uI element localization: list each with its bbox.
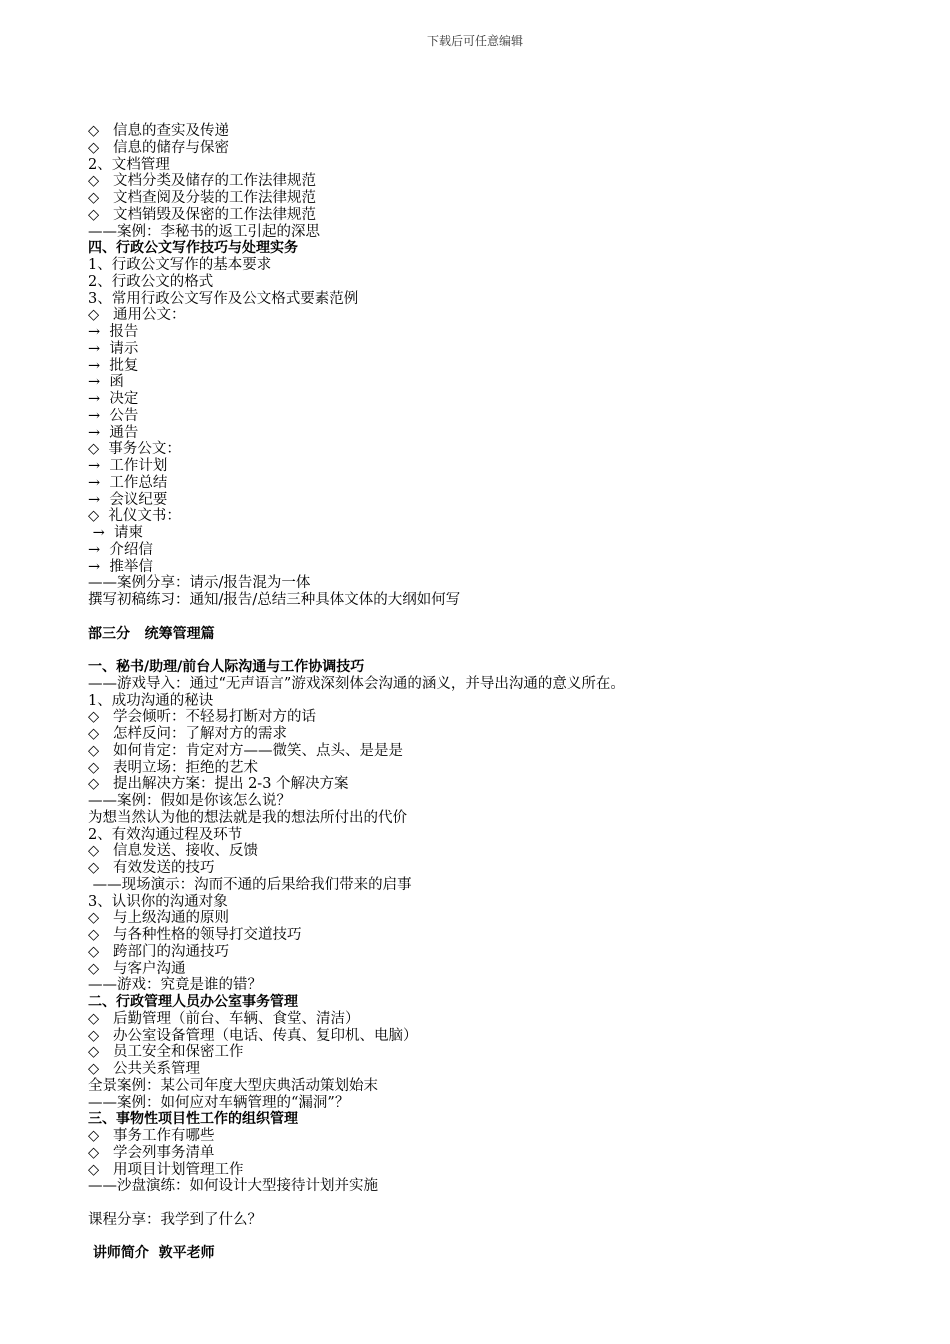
text-line: 课程分享：我学到了什么？ <box>88 1211 262 1228</box>
text-line: → 工作计划 <box>88 458 168 474</box>
section-heading: 二、行政管理人员办公室事务管理 <box>88 994 298 1010</box>
text-line: ——现场演示：沟而不通的后果给我们带来的启事 <box>88 876 412 893</box>
blank-line <box>88 609 908 626</box>
text-line: → 推举信 <box>88 558 153 575</box>
text-line: ◇ 信息的查实及传递 <box>88 123 229 139</box>
text-line: ◇ 学会倾听：不轻易打断对方的话 <box>88 709 316 726</box>
text-line: → 报告 <box>88 324 139 340</box>
text-line: 1、行政公文写作的基本要求 <box>88 257 272 273</box>
text-line: ◇ 与各种性格的领导打交道技巧 <box>88 927 302 943</box>
text-line: ——案例分享：请示/报告混为一体 <box>88 575 311 592</box>
section-heading: 四、行政公文写作技巧与处理实务 <box>88 240 298 257</box>
text-line: ◇ 信息的储存与保密 <box>88 139 229 156</box>
text-line: ◇ 通用公文： <box>88 307 186 324</box>
text-line: ◇ 公共关系管理 <box>88 1061 200 1077</box>
text-line: ◇ 办公室设备管理（电话、传真、复印机、电脑） <box>88 1027 418 1044</box>
text-line: 全景案例：某公司年度大型庆典活动策划始末 <box>88 1077 378 1094</box>
text-line: 2、行政公文的格式 <box>88 273 214 290</box>
text-line: → 请柬 <box>88 525 143 541</box>
text-line: ◇ 如何肯定：肯定对方——微笑、点头、是是是 <box>88 742 403 759</box>
blank-line <box>88 642 908 659</box>
text-line: ◇ 后勤管理（前台、车辆、食堂、清洁） <box>88 1010 360 1027</box>
text-line: ◇ 信息发送、接收、反馈 <box>88 843 258 860</box>
text-line: → 批复 <box>88 357 139 374</box>
text-line: ◇ 怎样反问：了解对方的需求 <box>88 726 287 742</box>
text-line: ——游戏导入：通过“无声语言”游戏深刻体会沟通的涵义，并导出沟通的意义所在。 <box>88 675 625 692</box>
text-line: → 请示 <box>88 340 139 357</box>
section-heading: 一、秘书/助理/前台人际沟通与工作协调技巧 <box>88 659 365 675</box>
text-line: ◇ 学会列事务清单 <box>88 1144 215 1161</box>
text-line: ——案例：如何应对车辆管理的“漏洞”？ <box>88 1094 350 1111</box>
text-line: ◇ 与上级沟通的原则 <box>88 910 229 927</box>
text-line: → 工作总结 <box>88 474 168 491</box>
text-line: 撰写初稿练习：通知/报告/总结三种具体文体的大纲如何写 <box>88 592 461 608</box>
text-line: ——沙盘演练：如何设计大型接待计划并实施 <box>88 1178 378 1195</box>
text-line: ◇ 表明立场：拒绝的艺术 <box>88 759 258 776</box>
text-line: ◇ 员工安全和保密工作 <box>88 1044 244 1061</box>
section-heading: 三、事物性项目性工作的组织管理 <box>88 1111 298 1128</box>
page-header: 下载后可任意编辑 <box>426 34 523 48</box>
text-line: 为想当然认为他的想法就是我的想法所付出的代价 <box>88 809 407 826</box>
text-line: ◇ 事务工作有哪些 <box>88 1128 215 1144</box>
text-line: 3、认识你的沟通对象 <box>88 893 228 910</box>
text-line: ——案例：李秘书的返工引起的深思 <box>88 223 320 240</box>
document-body <box>88 123 908 1262</box>
text-line: → 会议纪要 <box>88 491 168 508</box>
text-line: 3、常用行政公文写作及公文格式要素范例 <box>88 290 359 307</box>
text-line: ——游戏：究竟是谁的错？ <box>88 977 262 994</box>
text-line: ◇ 与客户沟通 <box>88 960 186 977</box>
blank-line <box>88 1195 908 1212</box>
text-line: ◇ 跨部门的沟通技巧 <box>88 943 229 960</box>
text-line: → 公告 <box>88 407 139 424</box>
section-heading: 讲师简介 敦平老师 <box>88 1245 215 1262</box>
text-line: ◇ 礼仪文书： <box>88 508 181 525</box>
text-line: ◇ 文档查阅及分装的工作法律规范 <box>88 190 316 206</box>
text-line: → 介绍信 <box>88 541 153 558</box>
blank-line <box>88 1229 908 1246</box>
text-line: → 决定 <box>88 391 139 407</box>
text-line: 1、成功沟通的秘诀 <box>88 692 214 709</box>
text-line: 2、文档管理 <box>88 156 170 173</box>
text-line: ——案例：假如是你该怎么说？ <box>88 793 291 809</box>
text-line: ◇ 文档销毁及保密的工作法律规范 <box>88 206 316 223</box>
text-line: ◇ 用项目计划管理工作 <box>88 1161 244 1178</box>
text-line: ◇ 事务公文： <box>88 441 181 458</box>
text-line: ◇ 有效发送的技巧 <box>88 860 215 876</box>
text-line: → 函 <box>88 374 124 391</box>
text-line: ◇ 提出解决方案：提出 2-3 个解决方案 <box>88 776 349 793</box>
section-heading: 部三分 统筹管理篇 <box>88 625 215 642</box>
text-line: 2、有效沟通过程及环节 <box>88 826 243 843</box>
text-line: → 通告 <box>88 424 139 441</box>
text-line: ◇ 文档分类及储存的工作法律规范 <box>88 173 316 190</box>
